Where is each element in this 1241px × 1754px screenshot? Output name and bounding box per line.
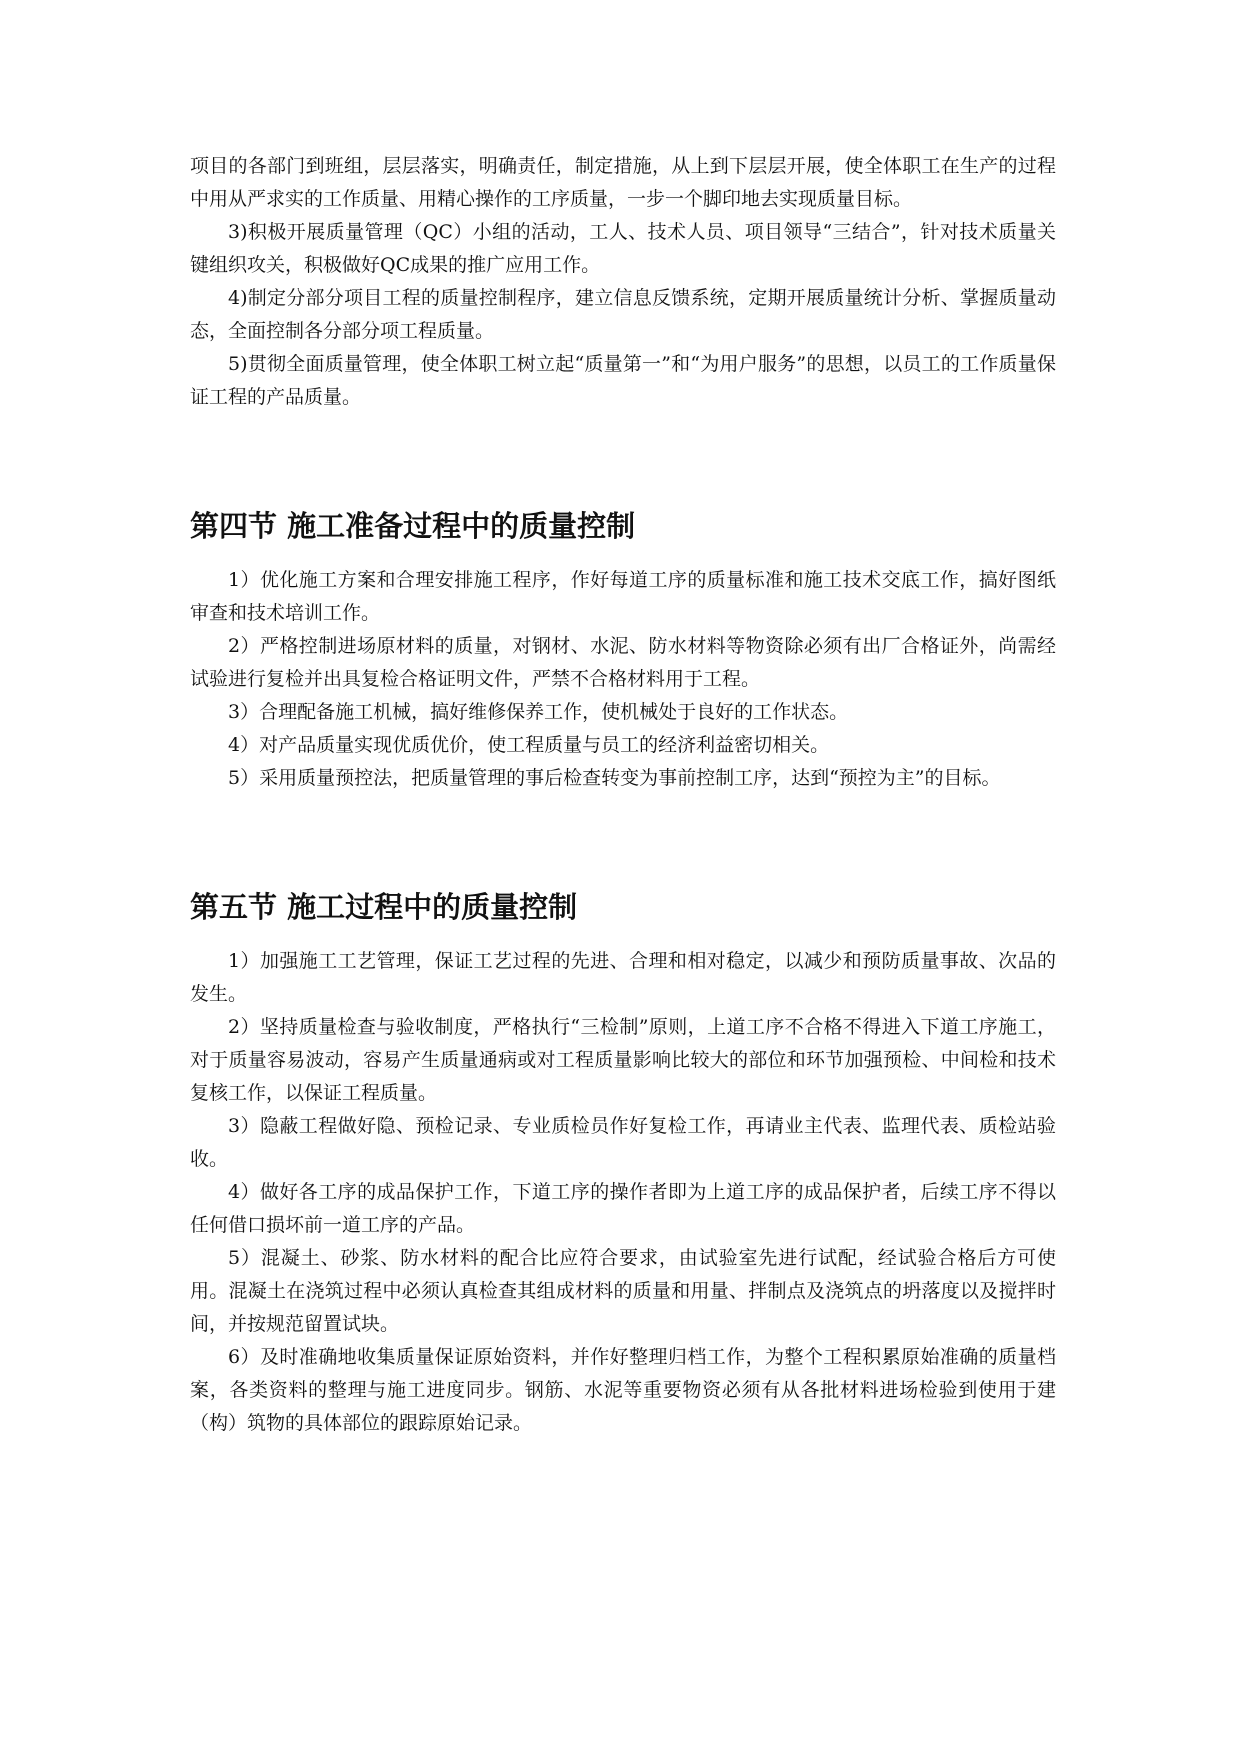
section-5-heading: 第五节 施工过程中的质量控制: [190, 890, 578, 924]
section-4-item-5: 5）采用质量预控法，把质量管理的事后检查转变为事前控制工序，达到“预控为主”的目标。: [228, 767, 1001, 789]
section-5-item-3: 3）隐蔽工程做好隐、预检记录、专业质检员作好复检工作，再请业主代表、监理代表、质检站验收。: [190, 1115, 1056, 1170]
section-5-item-4: 4）做好各工序的成品保护工作，下道工序的操作者即为上道工序的成品保护者，后续工序不得以任何借口损坏前一道工序的产品。: [190, 1181, 1056, 1236]
page-content: [190, 150, 1056, 1440]
section-4-item-2: 2）严格控制进场原材料的质量，对钢材、水泥、防水材料等物资除必须有出厂合格证外，尚需经试验进行复检并出具复检合格证明文件，严禁不合格材料用于工程。: [190, 635, 1056, 690]
section-4-item-1: 1）优化施工方案和合理安排施工程序，作好每道工序的质量标准和施工技术交底工作，搞好图纸审查和技术培训工作。: [190, 569, 1056, 624]
intro-paragraph-continued: 项目的各部门到班组，层层落实，明确责任，制定措施，从上到下层层开展，使全体职工在生产的过程中用从严求实的工作质量、用精心操作的工序质量，一步一个脚印地去实现质量目标。: [190, 155, 1056, 210]
section-4-item-3: 3）合理配备施工机械，搞好维修保养工作，使机械处于良好的工作状态。: [228, 701, 849, 723]
intro-item-5: 5)贯彻全面质量管理，使全体职工树立起“质量第一”和“为用户服务”的思想，以员工的工作质量保证工程的产品质量。: [190, 353, 1056, 408]
intro-item-3: 3)积极开展质量管理（QC）小组的活动，工人、技术人员、项目领导“三结合”，针对技术质量关键组织攻关，积极做好QC成果的推广应用工作。: [190, 221, 1056, 276]
section-5-item-6: 6）及时准确地收集质量保证原始资料，并作好整理归档工作，为整个工程积累原始准确的质量档案，各类资料的整理与施工进度同步。钢筋、水泥等重要物资必须有从各批材料进场检验到使用于建（构）筑物的具体部位的跟踪原始记录。: [190, 1346, 1056, 1434]
intro-item-4: 4)制定分部分项目工程的质量控制程序，建立信息反馈系统，定期开展质量统计分析、掌握质量动态，全面控制各分部分项工程质量。: [190, 287, 1056, 342]
section-4-item-4: 4）对产品质量实现优质优价，使工程质量与员工的经济利益密切相关。: [228, 734, 830, 756]
section-5-item-5: 5）混凝土、砂浆、防水材料的配合比应符合要求，由试验室先进行试配，经试验合格后方可使用。混凝土在浇筑过程中必须认真检查其组成材料的质量和用量、拌制点及浇筑点的坍落度以及搅拌时间，并按规范留置试块。: [190, 1247, 1056, 1335]
section-5-item-2: 2）坚持质量检查与验收制度，严格执行“三检制”原则，上道工序不合格不得进入下道工序施工，对于质量容易波动，容易产生质量通病或对工程质量影响比较大的部位和环节加强预检、中间检和技术复核工作，以保证工程质量。: [190, 1016, 1056, 1104]
section-5-item-1: 1）加强施工工艺管理，保证工艺过程的先进、合理和相对稳定，以减少和预防质量事故、次品的发生。: [190, 950, 1056, 1005]
section-4-heading: 第四节 施工准备过程中的质量控制: [190, 509, 636, 543]
